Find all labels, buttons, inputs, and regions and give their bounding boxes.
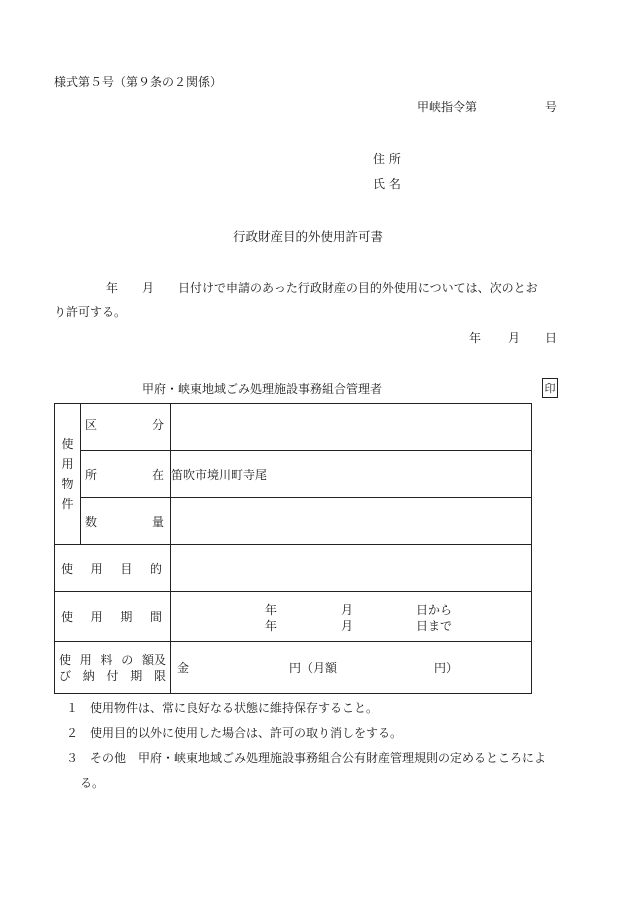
doc-number-suffix: 号 (545, 100, 558, 114)
note-1: １ 使用物件は、常に良好なる状態に維持保存すること。 (66, 701, 379, 715)
body-text-line2: り許可する。 (54, 305, 127, 319)
name-label: 氏 名 (373, 177, 401, 191)
issuer-name: 甲府・峡東地域ごみ処理施設事務組合管理者 (142, 382, 383, 396)
purpose-value (171, 545, 532, 592)
property-group-label: 使 用 物 件 (55, 404, 81, 545)
purpose-label: 使 用 目 的 (55, 545, 171, 592)
location-label: 所 在 (81, 451, 171, 498)
category-label: 区 分 (81, 404, 171, 451)
fee-value: 金 円（月額 円） (171, 642, 532, 694)
issue-day: 日 (545, 331, 558, 345)
quantity-value (171, 498, 532, 545)
body-year: 年 (106, 281, 119, 295)
table-row-purpose (55, 545, 532, 592)
issue-year: 年 (469, 331, 482, 345)
period-value (171, 592, 532, 642)
document-title: 行政財産目的外使用許可書 (233, 229, 384, 244)
form-number: 様式第５号（第９条の２関係） (54, 75, 223, 89)
note-3-continued: る。 (80, 776, 105, 790)
issue-month: 月 (508, 331, 521, 345)
category-value (171, 404, 532, 451)
fee-label: 使 用 料 の 額及 び 納 付 期 限 (55, 642, 171, 694)
body-month: 月 (142, 281, 155, 295)
quantity-label: 数 量 (81, 498, 171, 545)
period-from: 年 月 日から (265, 602, 453, 617)
table-row-category (55, 404, 532, 451)
period-label: 使 用 期 間 (55, 592, 171, 642)
address-label: 住 所 (373, 152, 401, 166)
note-3: ３ その他 甲府・峡東地域ごみ処理施設事務組合公有財産管理規則の定めるところによ (66, 751, 547, 765)
table-row-location (55, 451, 532, 498)
table-row-period (55, 592, 532, 642)
permit-table (54, 403, 532, 694)
table-row-fee (55, 642, 532, 694)
body-text-line1: 日付けで申請のあった行政財産の目的外使用については、次のとお (178, 281, 538, 295)
table-row-quantity (55, 498, 532, 545)
seal-mark: 印 (542, 378, 558, 398)
location-value: 笛吹市境川町寺尾 (171, 451, 532, 498)
note-2: ２ 使用目的以外に使用した場合は、許可の取り消しをする。 (66, 726, 403, 740)
period-to: 年 月 日まで (265, 618, 453, 633)
doc-number-prefix: 甲峡指令第 (417, 100, 478, 114)
